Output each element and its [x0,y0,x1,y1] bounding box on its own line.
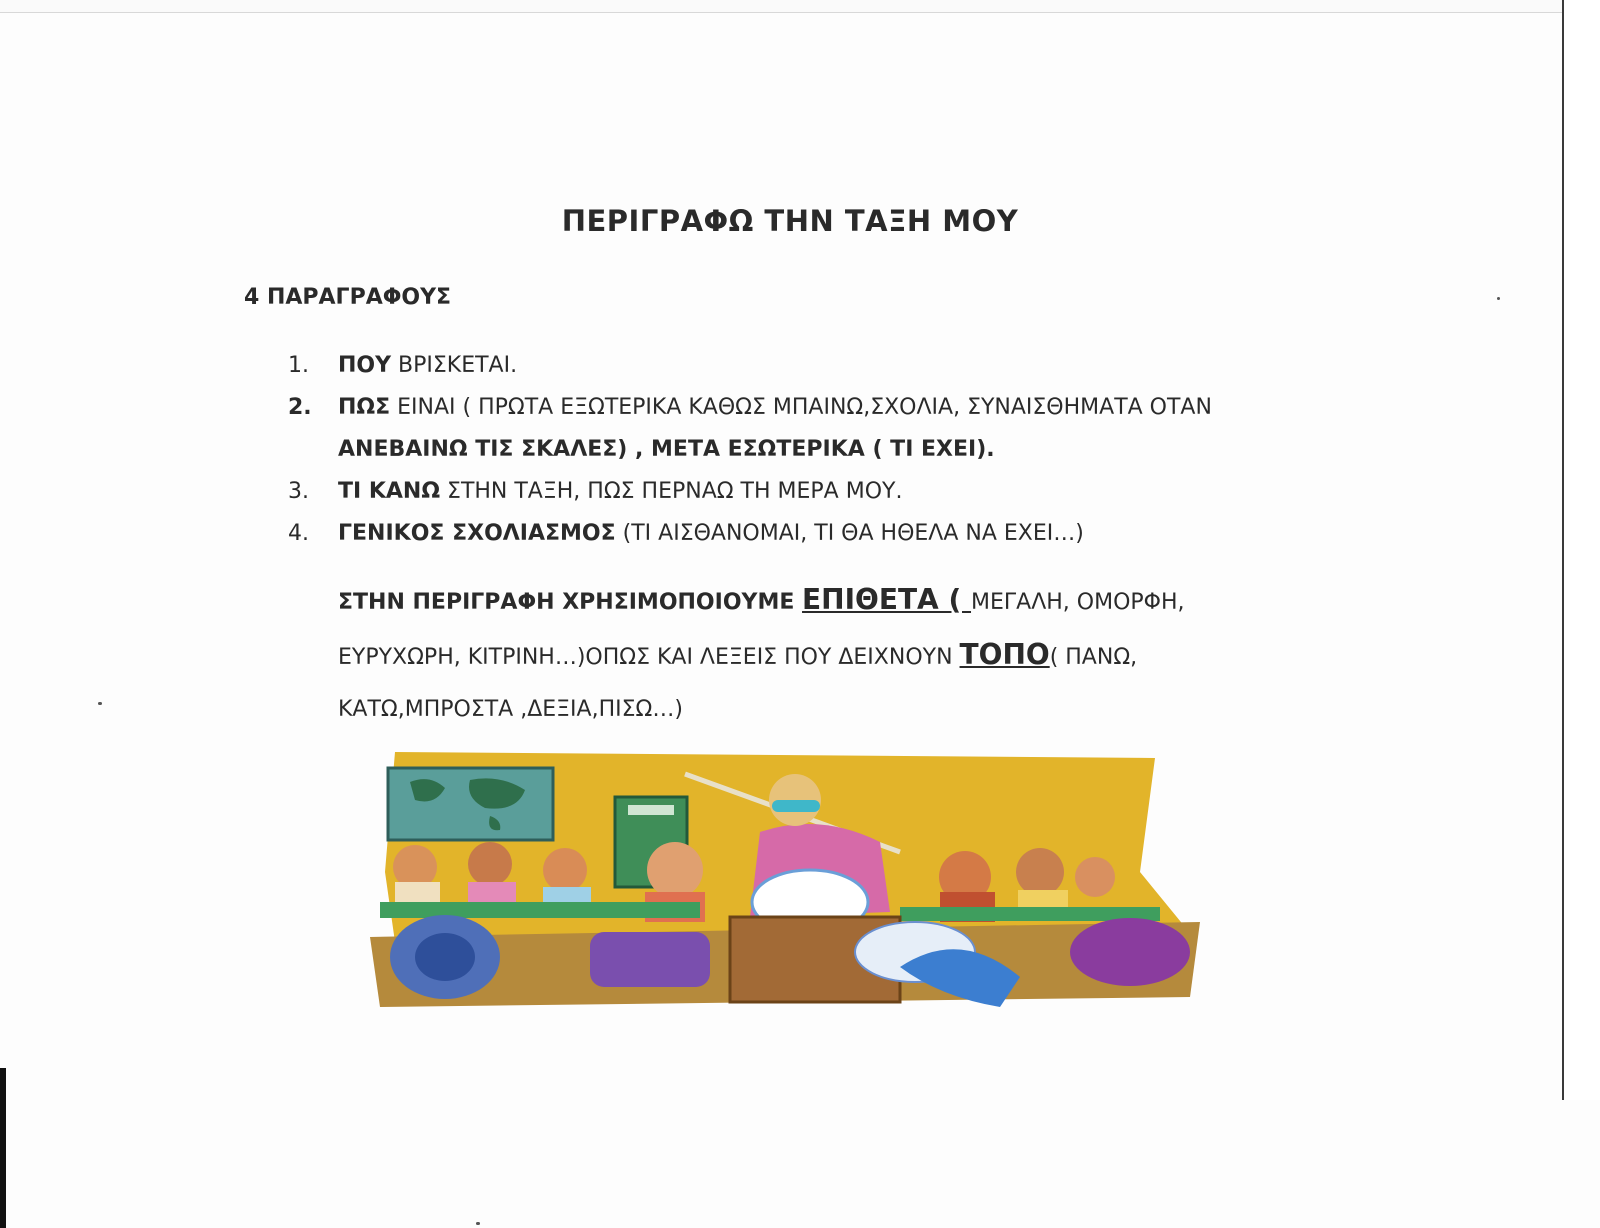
list-keyword-2: ΑΝΕΒΑΙΝΩ ΤΙΣ ΣΚΑΛΕΣ) , ΜΕΤΑ ΕΣΩΤΕΡΙΚΑ ( ΤΙ ΕΧΕΙ). [338,437,995,462]
scan-speck [1497,297,1500,300]
list-item [288,513,1288,555]
scan-edge-right [1562,0,1600,1100]
note-lead: ΣΤΗΝ ΠΕΡΙΓΡΑΦΗ ΧΡΗΣΙΜΟΠΟΙΟΥΜΕ [338,590,803,615]
list-keyword: ΠΩΣ [338,395,391,420]
purple-bag-right [1070,918,1190,986]
scan-edge-left [0,1068,6,1228]
list-rest: ΣΤΗΝ ΤΑΞΗ, ΠΩΣ ΠΕΡΝΑΩ ΤΗ ΜΕΡΑ ΜΟΥ. [440,479,903,504]
page-title: ΠΕΡΙΓΡΑΦΩ ΤΗΝ ΤΑΞΗ ΜΟΥ [561,204,1019,238]
numbered-list [288,345,1288,555]
list-rest: (ΤΙ ΑΙΣΘΑΝΟΜΑΙ, ΤΙ ΘΑ ΗΘΕΛΑ ΝΑ ΕΧΕΙ…) [615,521,1084,546]
note-mid: ΜΕΓΑΛΗ, ΟΜΟΡΦΗ, ΕΥΡΥΧΩΡΗ, ΚΙΤΡΙΝΗ…)ΟΠΩΣ ΚΑΙ ΛΕΞΕΙΣ ΠΟΥ ΔΕΙΧΝΟΥΝ [338,590,1185,670]
note-keyword-place: ΤΟΠΟ [959,638,1050,671]
list-item [288,387,1288,471]
list-keyword: ΤΙ ΚΑΝΩ [338,479,441,504]
scan-speck [476,1222,480,1225]
list-rest: ΕΙΝΑΙ ( ΠΡΩΤΑ ΕΞΩΤΕΡΙΚΑ ΚΑΘΩΣ ΜΠΑΙΝΩ,ΣΧΟΛΙΑ, ΣΥΝΑΙΣΘΗΜΑΤΑ ΟΤΑΝ [390,395,1212,420]
list-rest: ΒΡΙΣΚΕΤΑΙ. [391,353,518,378]
list-text [338,471,1288,513]
teacher-glasses [772,800,820,812]
purple-bag [590,932,710,987]
scan-speck [98,702,102,705]
classroom-cartoon-illustration [340,752,1220,1037]
list-number: 2. [288,395,312,420]
list-item [288,345,1288,387]
desk [380,902,700,918]
note-paragraph [338,574,1298,736]
list-number: 1. [288,353,309,378]
list-keyword: ΠΟΥ [338,353,392,378]
list-number: 4. [288,521,309,546]
note-keyword-adjectives: ΕΠΙΘΕΤΑ ( [802,583,972,616]
list-text [338,387,1288,471]
list-item [288,471,1288,513]
note-tail: ( ΠΑΝΩ, ΚΑΤΩ,ΜΠΡΟΣΤΑ ,ΔΕΞΙΑ,ΠΙΣΩ…) [338,645,1138,722]
scan-edge-top [0,0,1564,13]
list-number: 3. [288,479,309,504]
page-subtitle: 4 ΠΑΡΑΓΡΑΦΟΥΣ [244,285,452,310]
list-text [338,513,1288,555]
list-text [338,345,1288,387]
map-frame [388,768,553,840]
list-keyword: ΓΕΝΙΚΟΣ ΣΧΟΛΙΑΣΜΟΣ [338,521,616,546]
